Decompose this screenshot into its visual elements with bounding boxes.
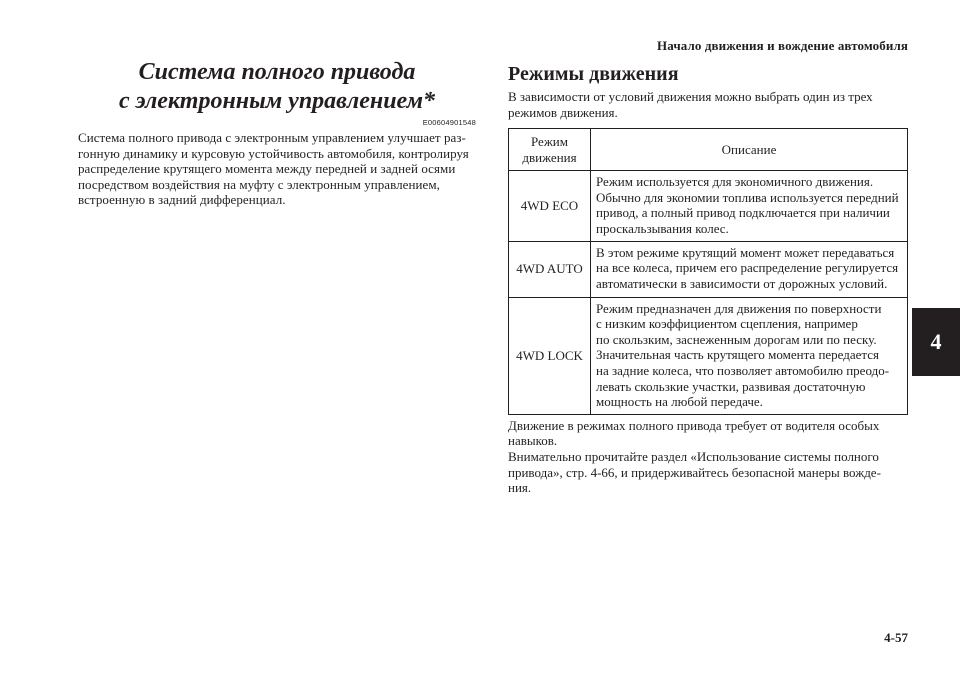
description-line: Режим используется для экономичного движения. <box>596 174 874 190</box>
outro-line: ния. <box>508 480 532 496</box>
description-line: Обычно для экономии топлива используется передний <box>596 189 899 205</box>
table-row <box>509 171 908 241</box>
outro-line: привода», стр. 4-66, и придерживайтесь безопасной манеры вожде- <box>508 464 881 480</box>
body-line: Система полного привода с электронным управлением улучшает раз- <box>78 130 466 145</box>
section-code: E00604901548 <box>422 118 476 127</box>
intro-line: В зависимости от условий движения можно выбрать один из трех <box>508 89 873 104</box>
description-line: с низким коэффициентом сцепления, например <box>596 316 858 332</box>
modes-title: Режимы движения <box>508 63 679 85</box>
header-description: Описание <box>591 129 908 171</box>
body-line: распределение крутящего момента между передней и задней осями <box>78 161 456 177</box>
table-row <box>509 241 908 297</box>
description-line: привод, а полный привод подключается при наличии <box>596 205 890 221</box>
section-body <box>78 130 476 208</box>
body-line: гонную динамику и курсовую устойчивость автомобиля, контролируя <box>78 145 469 161</box>
table-row <box>509 297 908 414</box>
chapter-tab: 4 <box>912 308 960 376</box>
outro-line: Внимательно прочитайте раздел «Использование системы полного <box>508 448 879 464</box>
description-line: автоматически в зависимости от дорожных условий. <box>596 275 888 291</box>
section-title-line: с электронным управлением* <box>118 88 436 114</box>
description-cell <box>591 297 908 414</box>
mode-cell: 4WD ECO <box>509 171 591 241</box>
section-title <box>78 58 476 116</box>
mode-cell: 4WD LOCK <box>509 297 591 414</box>
left-column <box>78 58 476 208</box>
description-line: по скользким, заснеженным дорогам или по песку. <box>596 331 877 347</box>
header-mode-line: Режим <box>531 134 568 150</box>
description-line: В этом режиме крутящий момент может передаваться <box>596 244 895 260</box>
description-cell <box>591 171 908 241</box>
description-cell <box>591 241 908 297</box>
body-line: посредством воздействия на муфту с электронным управлением, <box>78 176 440 192</box>
description-line: проскальзывания колес. <box>596 220 729 236</box>
right-column <box>508 62 908 496</box>
outro-line: Движение в режимах полного привода требует от водителя особых <box>508 417 880 433</box>
running-head: Начало движения и вождение автомобиля <box>657 38 908 53</box>
intro-line: режимов движения. <box>508 104 618 120</box>
description-line: мощность на любой передаче. <box>596 394 763 410</box>
header-mode-line: движения <box>522 149 577 165</box>
page-number: 4-57 <box>884 630 908 645</box>
outro-line: навыков. <box>508 433 558 449</box>
modes-intro <box>508 89 908 120</box>
description-line: на все колеса, причем его распределение регулируется <box>596 260 899 276</box>
description-line: на задние колеса, что позволяет автомобилю преодо- <box>596 362 890 378</box>
section-title-line: Система полного привода <box>138 59 416 85</box>
body-line: встроенную в задний дифференциал. <box>78 192 286 208</box>
modes-outro <box>508 418 908 496</box>
description-line: Режим предназначен для движения по поверхности <box>596 300 882 316</box>
description-line: левать скользкие участки, развивая достаточную <box>596 378 866 394</box>
table-header-row <box>509 129 908 171</box>
header-mode <box>509 129 591 171</box>
mode-cell: 4WD AUTO <box>509 241 591 297</box>
description-line: Значительная часть крутящего момента передается <box>596 347 880 363</box>
modes-table <box>508 128 908 415</box>
